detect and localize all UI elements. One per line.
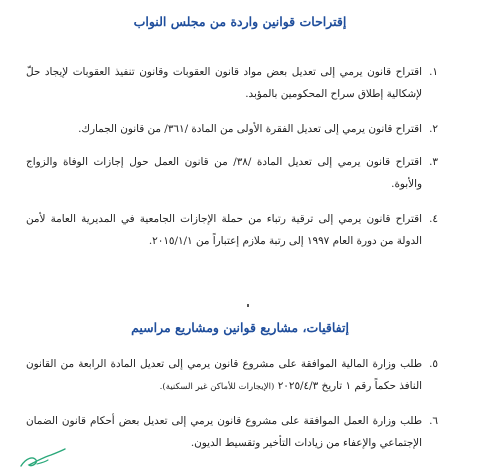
item-text: اقتراح قانون يرمي إلى تعديل الفقرة الأولى من المادة /٣٦١/ من قانون الجمارك. [78, 123, 422, 135]
item-number: ٦. [429, 415, 438, 427]
item-number: ١. [429, 66, 438, 78]
list-item [26, 410, 438, 454]
item-text: اقتراح قانون يرمي إلى تعديل بعض مواد قانون العقوبات وقانون تنفيذ العقوبات لإيجاد حلّ لإشكالية إطلاق سراح المحكومين بالمؤبد. [26, 66, 422, 100]
item-text: اقتراح قانون يرمي إلى ترقية رتباء من حملة الإجازات الجامعية في المديرية العامة لأمن الدولة من دورة العام ١٩٩٧ إلى رتبة ملازم إعتباراً من ٢٠١٥/١/١. [26, 213, 422, 247]
handwritten-signature-icon [18, 443, 68, 471]
item-number: ٤. [429, 213, 438, 225]
stray-mark [247, 304, 249, 307]
list-item [26, 61, 438, 105]
section-title-parliament-proposals: إقتراحات قوانين واردة من مجلس النواب [133, 14, 347, 29]
list-item [26, 151, 438, 195]
list-item [26, 208, 438, 252]
section-title-agreements-drafts: إتفاقيات، مشاريع قوانين ومشاريع مراسيم [131, 320, 349, 335]
item-text: اقتراح قانون يرمي إلى تعديل المادة /٣٨/ من قانون العمل حول إجازات الوفاة والزواج والأبوة. [26, 156, 422, 190]
list-item [26, 118, 438, 140]
list-item [26, 353, 438, 398]
item-note: (الإيجارات للأماكن غير السكنية). [159, 382, 275, 392]
item-number: ٥. [429, 358, 438, 370]
item-text: طلب وزارة العمل الموافقة على مشروع قانون يرمي إلى تعديل بعض أحكام قانون الضمان الإجتماعي والإعفاء من زيادات التأخير وتقسيط الديون. [26, 415, 422, 449]
item-number: ٣. [429, 156, 438, 168]
item-text [26, 353, 422, 398]
item-text-main: طلب وزارة المالية الموافقة على مشروع قانون يرمي إلى تعديل المادة الرابعة من القانون النافذ حكماً رقم ١ تاريخ ٢٠٢٥/٤/٣ [26, 358, 422, 392]
item-number: ٢. [429, 123, 438, 135]
